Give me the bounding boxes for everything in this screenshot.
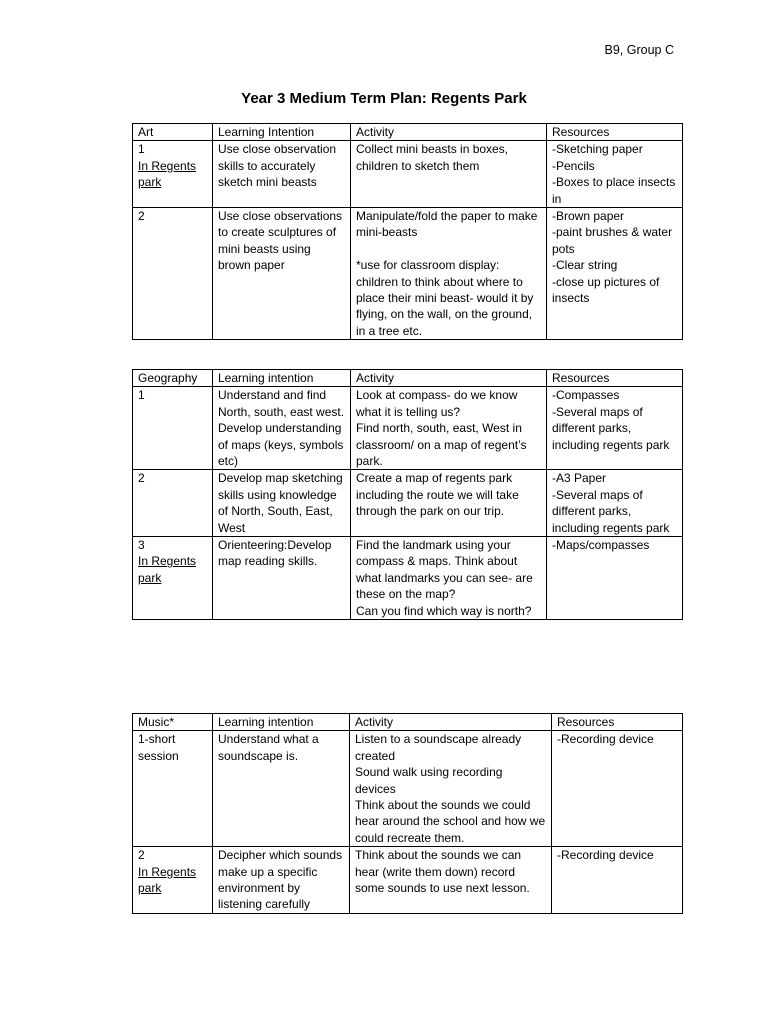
header-cell: Learning intention xyxy=(213,714,350,731)
resources-cell: -Compasses -Several maps of different parks, including regents park xyxy=(547,387,683,470)
geography-table xyxy=(132,369,683,620)
activity-cell: Find the landmark using your compass & maps. Think about what landmarks you can see- are these on the map? Can you find which way is north? xyxy=(351,537,547,620)
lesson-cell xyxy=(133,847,213,914)
table-header-row xyxy=(133,370,683,387)
lesson-number: 1 xyxy=(138,142,145,157)
intention-cell: Orienteering:Develop map reading skills. xyxy=(213,537,351,620)
lesson-number: 3 xyxy=(138,538,145,553)
table-row xyxy=(133,208,683,340)
table-header-row xyxy=(133,714,683,731)
intention-cell: Understand and find North, south, east west. Develop understanding of maps (keys, symbols etc) xyxy=(213,387,351,470)
resources-cell: -Recording device xyxy=(552,731,683,847)
resources-cell: -Maps/compasses xyxy=(547,537,683,620)
resources-cell: -Recording device xyxy=(552,847,683,914)
lesson-location: In Regents park xyxy=(138,554,197,585)
intention-cell: Use close observation skills to accurately sketch mini beasts xyxy=(213,141,351,208)
lesson-number: 1-short session xyxy=(138,732,179,763)
intention-cell: Decipher which sounds make up a specific environment by listening carefully xyxy=(213,847,350,914)
lesson-cell xyxy=(133,537,213,620)
art-table xyxy=(132,123,683,340)
intention-cell: Develop map sketching skills using knowledge of North, South, East, West xyxy=(213,470,351,537)
table-row xyxy=(133,847,683,914)
lesson-location: In Regents park xyxy=(138,158,197,190)
music-table xyxy=(132,713,683,914)
activity-cell: Create a map of regents park including the route we will take through the park on our trip. xyxy=(351,470,547,537)
table-row xyxy=(133,537,683,620)
activity-cell: Listen to a soundscape already created Sound walk using recording devices Think about the sounds we could hear around the school and how we could recreate them. xyxy=(350,731,552,847)
header-cell: Learning intention xyxy=(213,370,351,387)
intention-cell: Use close observations to create sculptures of mini beasts using brown paper xyxy=(213,208,351,340)
lesson-cell xyxy=(133,470,213,537)
header-cell: Activity xyxy=(350,714,552,731)
header-cell: Resources xyxy=(547,124,683,141)
resources-cell: -Sketching paper -Pencils -Boxes to place insects in xyxy=(547,141,683,208)
header-cell: Resources xyxy=(547,370,683,387)
header-cell: Learning Intention xyxy=(213,124,351,141)
lesson-cell xyxy=(133,141,213,208)
activity-cell: Manipulate/fold the paper to make mini-beasts *use for classroom display: children to think about where to place their mini beast- would it by flying, on the wall, on the ground, in a tree etc. xyxy=(351,208,547,340)
lesson-location: In Regents park xyxy=(138,864,197,896)
table-row xyxy=(133,731,683,847)
lesson-number: 1 xyxy=(138,388,145,403)
header-cell: Geography xyxy=(133,370,213,387)
header-cell: Activity xyxy=(351,370,547,387)
resources-cell: -Brown paper -paint brushes & water pots -Clear string -close up pictures of insects xyxy=(547,208,683,340)
resources-cell: -A3 Paper -Several maps of different parks, including regents park xyxy=(547,470,683,537)
lesson-cell xyxy=(133,731,213,847)
header-cell: Activity xyxy=(351,124,547,141)
activity-cell: Look at compass- do we know what it is telling us? Find north, south, east, West in classroom/ on a map of regent’s park. xyxy=(351,387,547,470)
page-title: Year 3 Medium Term Plan: Regents Park xyxy=(241,90,527,107)
table-header-row xyxy=(133,124,683,141)
table-row xyxy=(133,387,683,470)
lesson-number: 2 xyxy=(138,209,145,224)
activity-cell: Think about the sounds we can hear (write them down) record some sounds to use next lesson. xyxy=(350,847,552,914)
table-row xyxy=(133,141,683,208)
table-row xyxy=(133,470,683,537)
header-cell: Art xyxy=(133,124,213,141)
lesson-number: 2 xyxy=(138,848,145,863)
group-label: B9, Group C xyxy=(604,43,674,57)
header-cell: Music* xyxy=(133,714,213,731)
header-cell: Resources xyxy=(552,714,683,731)
lesson-cell xyxy=(133,387,213,470)
activity-cell: Collect mini beasts in boxes, children to sketch them xyxy=(351,141,547,208)
lesson-number: 2 xyxy=(138,471,145,486)
intention-cell: Understand what a soundscape is. xyxy=(213,731,350,847)
lesson-cell xyxy=(133,208,213,340)
